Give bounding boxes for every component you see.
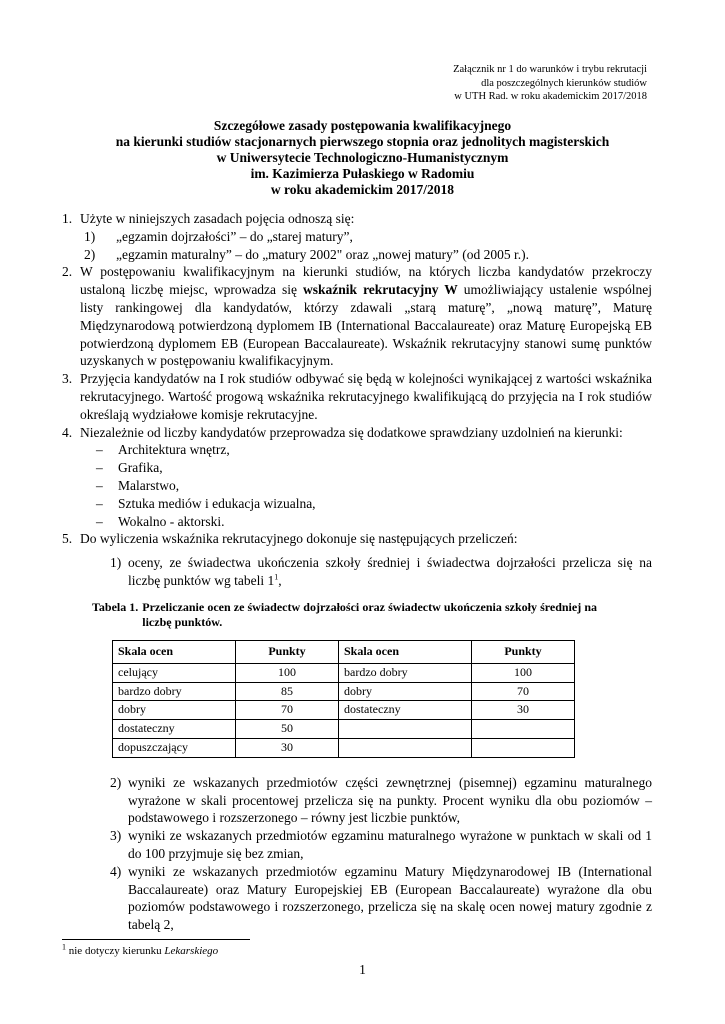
footnote-ref: 1 bbox=[274, 572, 279, 582]
table-cell: dobry bbox=[113, 701, 236, 720]
footnote-mark: 1 bbox=[62, 942, 66, 952]
section-5 bbox=[62, 530, 652, 548]
table-cell bbox=[339, 738, 472, 757]
calculation-item bbox=[110, 863, 652, 934]
section-text: Do wyliczenia wskaźnika rekrutacyjnego dokonuje się następujących przeliczeń: bbox=[80, 531, 518, 547]
dash-bullet: – bbox=[96, 495, 103, 511]
list-item bbox=[96, 477, 652, 495]
section-text: Użyte w niniejszych zasadach pojęcia odnoszą się: bbox=[80, 211, 355, 226]
item-text: „egzamin dojrzałości” – do „starej matury”, bbox=[116, 228, 353, 244]
page-number: 1 bbox=[359, 962, 366, 977]
title-line: w Uniwersytecie Technologiczno-Humanistycznym bbox=[216, 150, 509, 165]
section-number: 4. bbox=[62, 424, 73, 440]
table-cell: 85 bbox=[236, 682, 339, 701]
calculation-item bbox=[110, 827, 652, 863]
table-cell: 70 bbox=[236, 701, 339, 720]
section-4 bbox=[62, 424, 652, 442]
table-cell: bardzo dobry bbox=[339, 663, 472, 682]
item-text bbox=[128, 554, 652, 590]
list-item-text: Architektura wnętrz, bbox=[118, 442, 230, 458]
section-2 bbox=[62, 263, 652, 370]
table-cell: dostateczny bbox=[339, 701, 472, 720]
section-number: 3. bbox=[62, 371, 73, 387]
footnote bbox=[62, 942, 219, 957]
table-row bbox=[113, 663, 575, 682]
list-item bbox=[96, 513, 652, 531]
table-cell bbox=[472, 720, 575, 739]
header-cell: Skala ocen bbox=[339, 640, 472, 663]
table-cell: dobry bbox=[339, 682, 472, 701]
list-item-text: Grafika, bbox=[118, 460, 163, 476]
header-cell: Punkty bbox=[236, 640, 339, 663]
section-text: Przyjęcia kandydatów na I rok studiów odbywać się będą w kolejności wynikającej z wartości wskaźnika rekrutacyjnego. Wartość progową wskaźnika rekrutacyjnego kwalifikującą do przyjęcia na I rok studiów określają wydziałowe komisje rekrutacyjne. bbox=[80, 371, 652, 422]
text-part: oceny, ze świadectwa ukończenia szkoły średniej i świadectwa dojrzałości przelicza się na liczbę punktów wg tabeli 1 bbox=[128, 555, 652, 588]
title-line: w roku akademickim 2017/2018 bbox=[270, 182, 455, 197]
table-header-row bbox=[113, 640, 575, 663]
section-number: 5. bbox=[62, 531, 73, 547]
header-cell: Skala ocen bbox=[113, 640, 236, 663]
footnote-divider bbox=[62, 939, 250, 940]
definition-item bbox=[84, 228, 652, 246]
table-cell bbox=[339, 720, 472, 739]
item-number: 1) bbox=[84, 228, 96, 244]
item-text: wyniki ze wskazanych przedmiotów części zewnętrznej (pisemnej) egzaminu maturalnego wyrażone w skali procentowej przelicza się na punkty. Procent wyniku dla obu poziomów – podstawowego i rozszerzonego – równy jest liczbie punktów, bbox=[128, 774, 652, 826]
list-item-text: Malarstwo, bbox=[118, 477, 180, 493]
item-number: 2) bbox=[84, 246, 96, 262]
calculation-item bbox=[110, 554, 652, 590]
text-part: , bbox=[278, 572, 282, 588]
title-line: im. Kazimierza Pułaskiego w Radomiu bbox=[250, 166, 475, 181]
dash-bullet: – bbox=[96, 442, 103, 458]
table-row bbox=[113, 682, 575, 701]
table-cell: 30 bbox=[236, 738, 339, 757]
table-cell: 70 bbox=[472, 682, 575, 701]
table-cell: 100 bbox=[472, 663, 575, 682]
text-part: umożliwiający ustalenie wspólnej listy rankingowej dla kandydatów, którzy zdawali „starą maturę”, „nową maturę”, Maturę Międzynarodową potwierdzoną dyplomem IB (International Baccalaureate) oraz Maturę Europejską EB potwierdzoną dyplomem EB (European Baccalaureate). Wskaźnik rekrutacyjny stanowi sumę punktów uzyskanych w postępowaniu kwalifikacyjnym. bbox=[80, 282, 653, 369]
section-number: 2. bbox=[62, 264, 73, 280]
definition-item bbox=[84, 246, 652, 264]
attachment-header bbox=[453, 63, 647, 104]
item-text: „egzamin maturalny” – do „matury 2002" oraz „nowej matury” (od 2005 r.). bbox=[116, 246, 529, 262]
item-number: 4) bbox=[110, 863, 122, 879]
list-item bbox=[96, 495, 652, 513]
dash-bullet: – bbox=[96, 460, 103, 476]
attachment-line: dla poszczególnych kierunków studiów bbox=[481, 77, 647, 89]
grades-conversion-table bbox=[112, 640, 575, 758]
section-number: 1. bbox=[62, 211, 73, 226]
attachment-line: Załącznik nr 1 do warunków i trybu rekrutacji bbox=[453, 64, 647, 75]
dash-bullet: – bbox=[96, 513, 103, 529]
table-cell: dostateczny bbox=[113, 720, 236, 739]
table-cell: bardzo dobry bbox=[113, 682, 236, 701]
table-caption-text: Przeliczanie ocen ze świadectw dojrzałości oraz świadectw ukończenia szkoły średniej na liczbę punktów. bbox=[142, 599, 597, 629]
table-cell: dopuszczający bbox=[113, 738, 236, 757]
header-cell: Punkty bbox=[472, 640, 575, 663]
document-body bbox=[62, 210, 652, 934]
list-item-text: Sztuka mediów i edukacja wizualna, bbox=[118, 495, 316, 511]
section-3 bbox=[62, 370, 652, 423]
item-number: 3) bbox=[110, 828, 122, 844]
title-line: na kierunki studiów stacjonarnych pierwszego stopnia oraz jednolitych magisterskich bbox=[115, 134, 610, 149]
list-item bbox=[96, 459, 652, 477]
dash-bullet: – bbox=[96, 477, 103, 493]
document-title bbox=[60, 118, 665, 198]
attachment-line: w UTH Rad. w roku akademickim 2017/2018 bbox=[454, 91, 647, 102]
table-cell: 30 bbox=[472, 701, 575, 720]
table-label: Tabela 1. bbox=[92, 599, 139, 614]
calculation-item bbox=[110, 774, 652, 827]
table-caption bbox=[92, 600, 597, 630]
section-text: Niezależnie od liczby kandydatów przeprowadza się dodatkowe sprawdziany uzdolnień na kierunki: bbox=[80, 424, 623, 440]
footnote-italic: Lekarskiego bbox=[164, 945, 219, 957]
table-row bbox=[113, 738, 575, 757]
section-1 bbox=[62, 210, 652, 228]
item-text: wyniki ze wskazanych przedmiotów egzaminu maturalnego wyrażone w punktach w skali od 1 do 100 przyjmuje się bez zmian, bbox=[128, 828, 652, 861]
table-cell: 100 bbox=[236, 663, 339, 682]
table-cell bbox=[472, 738, 575, 757]
item-number: 2) bbox=[110, 774, 122, 790]
list-item-text: Wokalno - aktorski. bbox=[118, 513, 225, 529]
table-row bbox=[113, 720, 575, 739]
list-item bbox=[96, 441, 652, 459]
bold-term: wskaźnik rekrutacyjny W bbox=[303, 282, 458, 298]
text-part: W postępowaniu kwalifikacyjnym na kierunki studiów, na których liczba kandydatów przekroczy ustaloną liczbę miejsc, wprowadza się bbox=[80, 264, 652, 298]
title-line: Szczegółowe zasady postępowania kwalifikacyjnego bbox=[213, 118, 512, 133]
table-cell: 50 bbox=[236, 720, 339, 739]
table-row bbox=[113, 701, 575, 720]
table-cell: celujący bbox=[113, 663, 236, 682]
footnote-text: nie dotyczy kierunku bbox=[66, 945, 165, 957]
section-text bbox=[80, 263, 652, 370]
item-text: wyniki ze wskazanych przedmiotów egzaminu Matury Międzynarodowej IB (International Baccalaureate) oraz Matury Europejskiej EB (European Baccalaureate) wyrażone dla obu poziomów podstawowego i rozszerzonego, przelicza się na skalę ocen nowej matury zgodnie z tabelą 2, bbox=[128, 863, 652, 933]
item-number: 1) bbox=[110, 555, 122, 571]
